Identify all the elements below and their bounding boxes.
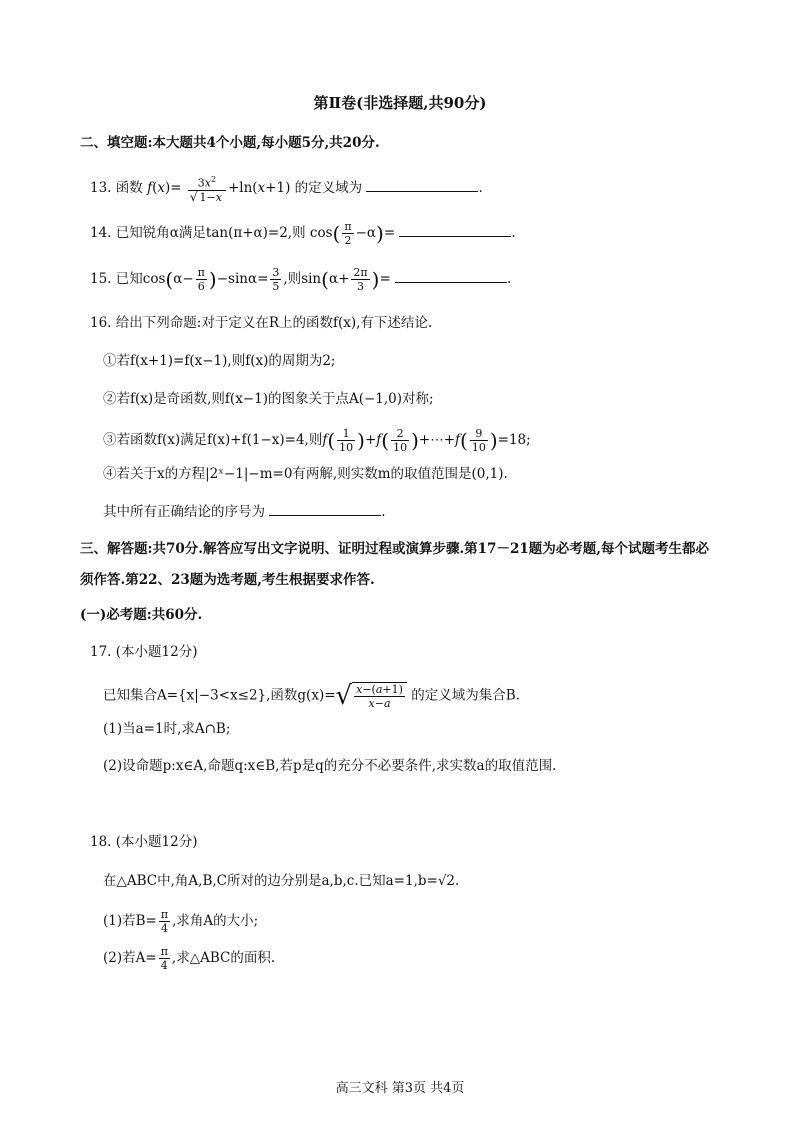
q16-answer-blank [269,501,381,516]
q13-post: 的定义域为 [294,179,363,196]
q16-number: 16. [90,315,112,331]
q15-number: 15. [90,271,112,287]
q15-pre: 已知 [115,271,143,287]
q17-part-2: (2)设命题p:x∈A,命题q:x∈B,若p是q的充分不必要条件,求实数a的取值范围. [103,758,557,774]
q14-answer-blank [399,222,511,237]
q18-part-2: (2)若A= $\frac{\pi}{4}$ ,求△ABC的面积. [103,945,276,972]
q16-statement-1: ①若f(x+1)=f(x−1),则f(x)的周期为2; [103,353,336,369]
q17-part-1: (1)当a=1时,求A∩B; [103,721,231,737]
q13-fraction: $\frac{3x^2}{√ 1-x}$ [188,173,226,204]
q15-answer-blank [395,268,507,283]
question-15: 15. 已知cos(α− $\frac{\pi}{6}$ )−sinα= $\frac{3}{5}$ ,则sin(α+ $\frac{2\pi}{3}$ )= . [90,266,512,293]
question-14: 14. 已知锐角α满足tan(π+α)=2,则 cos( $\frac{\pi}{2}$ −α)= . [90,220,516,247]
q16-intro: 给出下列命题:对于定义在R上的函数f(x),有下述结论. [115,315,433,331]
q16-statement-2: ②若f(x)是奇函数,则f(x−1)的图象关于点A(−1,0)对称; [103,391,434,407]
page-footer: 高三文科 第3页 共4页 [335,1081,465,1096]
section-2-header: 二、填空题:本大题共4个小题,每小题5分,共20分. [80,135,380,151]
q13-number: 13. [90,179,112,196]
section-3-line-1: 三、解答题:共70分.解答应写出文字说明、证明过程或演算步骤.第17－21题为必考题,每个试题考生都必 [80,541,709,557]
question-13: 13. 函数 f(x)= $\frac{3x^2}{√ 1-x}$ +ln(x+1) 的定义域为 . [90,175,483,204]
q17-heading: 17. (本小题12分) [90,644,198,660]
section-3-line-2: 须作答.第22、23题为选考题,考生根据要求作答. [80,572,375,588]
section-3-sub: (一)必考题:共60分. [80,607,203,623]
q16-ask: 其中所有正确结论的序号为 . [103,501,386,522]
q13-pre: 函数 [115,179,143,196]
q14-number: 14. [90,225,112,241]
q14-pre: 已知锐角α满足tan(π+α)=2,则 [115,225,306,241]
q18-heading: 18. (本小题12分) [90,834,198,850]
q18-stem: 在△ABC中,角A,B,C所对的边分别是a,b,c.已知a=1,b=√2. [103,873,460,889]
q16-statement-3: ③若函数f(x)满足f(x)+f(1−x)=4,则f( $\frac{1}{10}$ )+f( $\frac{2}{10}$ )+⋯+f( $\frac{9}{10}$ )=18; [103,427,531,454]
q18-part-1: (1)若B= $\frac{\pi}{4}$ ,求角A的大小; [103,908,259,935]
question-16 [90,313,432,333]
q16-statement-4: ④若关于x的方程|2ˣ−1|−m=0有两解,则实数m的取值范围是(0,1). [103,466,508,482]
page-title: 第Ⅱ卷(非选择题,共90分) [313,94,487,112]
q17-stem: 已知集合A={x|−3<x≤2},函数g(x)=√ $\frac{x-(a+1)}{x-a}$ 的定义域为集合B. [103,681,520,711]
q13-answer-blank [366,177,478,192]
